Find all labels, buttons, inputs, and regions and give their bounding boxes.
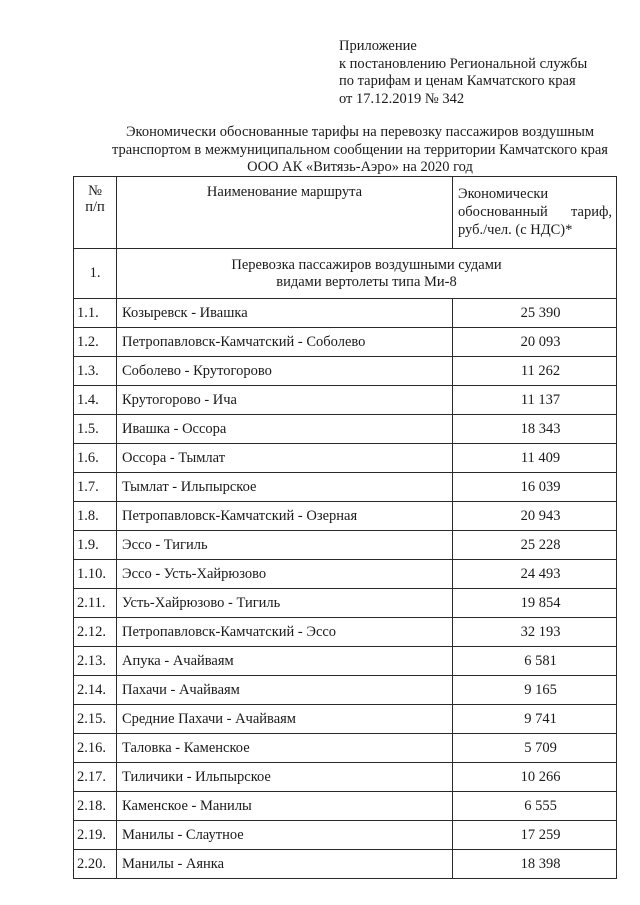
row-price: 20 943	[453, 502, 617, 531]
row-route: Таловка - Каменское	[117, 734, 453, 763]
table-row	[74, 676, 617, 705]
row-number: 1.7.	[74, 473, 117, 502]
header-number-line: п/п	[85, 199, 105, 215]
table-row	[74, 734, 617, 763]
row-route: Петропавловск-Камчатский - Соболево	[117, 328, 453, 357]
header-number	[74, 177, 117, 249]
row-route: Крутогорово - Ича	[117, 386, 453, 415]
row-route: Эссо - Тигиль	[117, 531, 453, 560]
row-number: 1.4.	[74, 386, 117, 415]
header-number-line: №	[88, 183, 102, 199]
section-row	[74, 249, 617, 299]
row-number: 2.14.	[74, 676, 117, 705]
row-price: 20 093	[453, 328, 617, 357]
row-route: Манилы - Аянка	[117, 850, 453, 879]
row-number: 1.1.	[74, 299, 117, 328]
row-price: 16 039	[453, 473, 617, 502]
row-number: 2.20.	[74, 850, 117, 879]
table-row	[74, 792, 617, 821]
row-price: 17 259	[453, 821, 617, 850]
row-price: 9 741	[453, 705, 617, 734]
row-route: Ивашка - Оссора	[117, 415, 453, 444]
row-route: Тымлат - Ильпырское	[117, 473, 453, 502]
row-price: 6 555	[453, 792, 617, 821]
table-row	[74, 299, 617, 328]
row-route: Петропавловск-Камчатский - Эссо	[117, 618, 453, 647]
row-number: 2.18.	[74, 792, 117, 821]
row-number: 2.15.	[74, 705, 117, 734]
row-price: 24 493	[453, 560, 617, 589]
row-price: 25 228	[453, 531, 617, 560]
appendix-line: от 17.12.2019 № 342	[339, 90, 465, 107]
header-price: Экономически обоснованный тариф, руб./чел. (с НДС)*	[453, 177, 617, 249]
row-number: 2.11.	[74, 589, 117, 618]
table-row	[74, 531, 617, 560]
section-label-line: видами вертолеты типа Ми-8	[276, 273, 457, 290]
row-route: Тиличики - Ильпырское	[117, 763, 453, 792]
appendix-line: Приложение	[339, 38, 417, 54]
table-row	[74, 357, 617, 386]
title-line: Экономически обоснованные тарифы на перевозку пассажиров воздушным	[125, 124, 595, 140]
row-route: Оссора - Тымлат	[117, 444, 453, 473]
table-row	[74, 618, 617, 647]
row-route: Козыревск - Ивашка	[117, 299, 453, 328]
row-route: Каменское - Манилы	[117, 792, 453, 821]
table-row	[74, 850, 617, 879]
row-price: 32 193	[453, 618, 617, 647]
row-route: Апука - Ачайваям	[117, 647, 453, 676]
row-number: 1.3.	[74, 357, 117, 386]
row-route: Средние Пахачи - Ачайваям	[117, 705, 453, 734]
header-route: Наименование маршрута	[117, 177, 453, 249]
row-number: 1.2.	[74, 328, 117, 357]
row-number: 1.8.	[74, 502, 117, 531]
table-row	[74, 589, 617, 618]
row-price: 19 854	[453, 589, 617, 618]
table-row	[74, 647, 617, 676]
row-price: 18 398	[453, 850, 617, 879]
row-route: Петропавловск-Камчатский - Озерная	[117, 502, 453, 531]
row-number: 1.9.	[74, 531, 117, 560]
section-label	[117, 249, 617, 299]
table-row	[74, 444, 617, 473]
row-route: Манилы - Слаутное	[117, 821, 453, 850]
row-number: 2.13.	[74, 647, 117, 676]
table-row	[74, 328, 617, 357]
table-header-row	[74, 177, 617, 249]
row-number: 2.17.	[74, 763, 117, 792]
table-row	[74, 415, 617, 444]
table-row	[74, 705, 617, 734]
table-row	[74, 473, 617, 502]
row-route: Соболево - Крутогорово	[117, 357, 453, 386]
row-price: 18 343	[453, 415, 617, 444]
appendix-line: к постановлению Региональной службы	[339, 55, 588, 72]
table-row	[74, 763, 617, 792]
title-line: транспортом в межмуниципальном сообщении на территории Камчатского края	[112, 141, 608, 158]
row-number: 2.12.	[74, 618, 117, 647]
tariff-table	[73, 176, 617, 879]
table-row	[74, 502, 617, 531]
row-price: 6 581	[453, 647, 617, 676]
row-price: 25 390	[453, 299, 617, 328]
row-number: 2.16.	[74, 734, 117, 763]
table-row	[74, 386, 617, 415]
row-number: 1.10.	[74, 560, 117, 589]
row-number: 1.5.	[74, 415, 117, 444]
row-price: 5 709	[453, 734, 617, 763]
appendix-block	[339, 38, 629, 108]
section-label-line: Перевозка пассажиров воздушными судами	[231, 256, 502, 273]
row-price: 11 137	[453, 386, 617, 415]
row-number: 1.6.	[74, 444, 117, 473]
title-line: ООО АК «Витязь-Аэро» на 2020 год	[247, 159, 473, 175]
table-row	[74, 821, 617, 850]
row-price: 9 165	[453, 676, 617, 705]
row-route: Эссо - Усть-Хайрюзово	[117, 560, 453, 589]
section-number: 1.	[74, 249, 117, 299]
row-route: Усть-Хайрюзово - Тигиль	[117, 589, 453, 618]
table-row	[74, 560, 617, 589]
appendix-line: по тарифам и ценам Камчатского края	[339, 73, 576, 89]
row-route: Пахачи - Ачайваям	[117, 676, 453, 705]
row-price: 10 266	[453, 763, 617, 792]
row-price: 11 409	[453, 444, 617, 473]
row-price: 11 262	[453, 357, 617, 386]
document-title	[60, 124, 640, 177]
row-number: 2.19.	[74, 821, 117, 850]
